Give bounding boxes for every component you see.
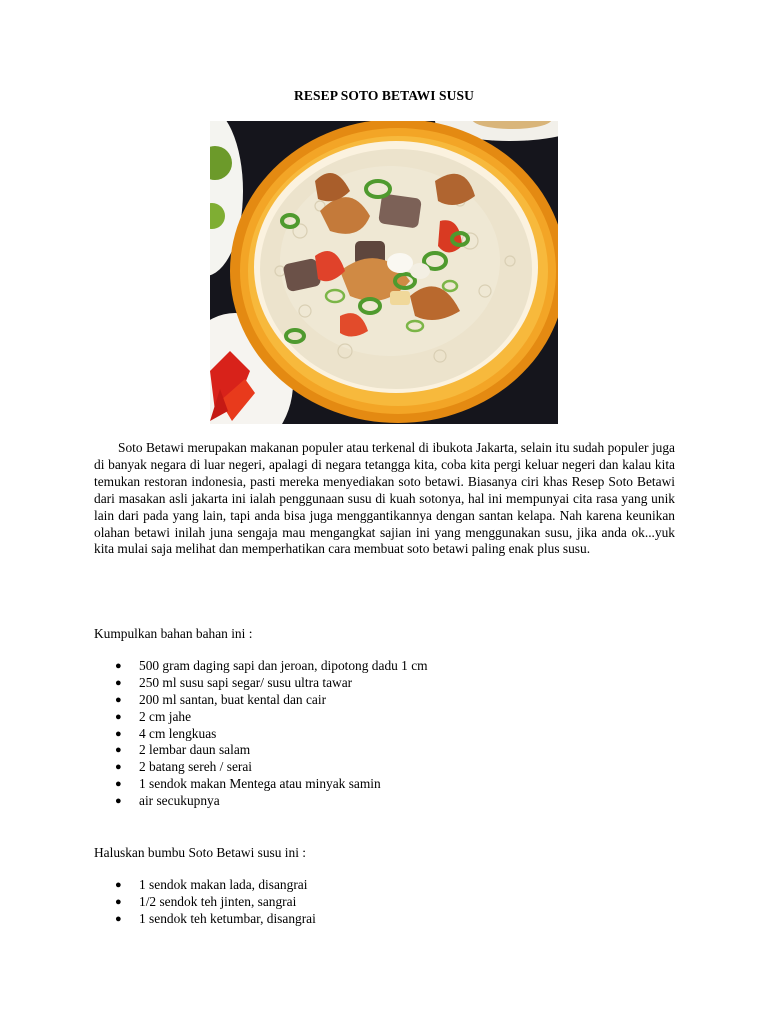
list-item: ● 2 lembar daun salam xyxy=(115,742,251,758)
list-item: ● 1 sendok makan lada, disangrai xyxy=(115,877,308,892)
bullet-icon: ● xyxy=(115,895,122,908)
list-item: ● 4 cm lengkuas xyxy=(115,725,217,741)
list-item: ● 500 gram daging sapi dan jeroan, dipotong dadu 1 cm xyxy=(115,658,428,673)
bullet-icon: ● xyxy=(115,727,122,740)
bullet-icon: ● xyxy=(115,912,122,925)
bullet-icon: ● xyxy=(115,710,122,723)
bullet-icon: ● xyxy=(115,761,122,774)
list-item: ● 1 sendok teh ketumbar, disangrai xyxy=(115,910,316,926)
intro-paragraph: Soto Betawi merupakan makanan populer atau terkenal di ibukota Jakarta, selain itu sudah populer juga di banyak negara di luar negeri, apalagi di negara tetangga kita, coba kita pergi keluar negeri dan kalau kita temukan restoran indonesia, pasti mereka menyediakan soto betawi. Biasanya ciri khas Resep Soto Betawi dari masakan asli jakarta ini ialah penggunaan susu di kuah sotonya, hal ini mempunyai cita rasa yang unik lain dari pada yang lain, tapi anda bisa juga menggantikannya dengan santan kelapa. Nah karena keunikan olahan betawi inilah juna sengaja mau mengangkat sajian ini yang menggunakan susu, jika anda ok...yuk kita mulai saja melihat dan memperhatikan cara membuat soto betawi paling enak plus susu. xyxy=(94,440,675,557)
bullet-icon: ● xyxy=(115,693,122,706)
bullet-icon: ● xyxy=(115,660,122,672)
ingredients-heading: Kumpulkan bahan bahan ini : xyxy=(94,626,253,641)
list-item: ● 200 ml santan, buat kental dan cair xyxy=(115,691,327,707)
bullet-icon: ● xyxy=(115,778,122,791)
ingredients-list xyxy=(94,658,674,810)
soto-betawi-photo xyxy=(210,121,558,424)
spices-list xyxy=(94,877,674,928)
spices-heading: Haluskan bumbu Soto Betawi susu ini : xyxy=(94,845,307,860)
list-item: ● 2 cm jahe xyxy=(115,708,192,724)
list-item: ● 1 sendok makan Mentega atau minyak samin xyxy=(115,776,381,792)
list-item: ● air secukupnya xyxy=(115,793,220,809)
bullet-icon: ● xyxy=(115,795,122,808)
list-item: ● 1/2 sendok teh jinten, sangrai xyxy=(115,893,297,909)
list-item: ● 2 batang sereh / serai xyxy=(115,759,253,775)
list-item: ● 250 ml susu sapi segar/ susu ultra tawar xyxy=(115,674,353,690)
bullet-icon: ● xyxy=(115,676,122,689)
bullet-icon: ● xyxy=(115,879,122,891)
recipe-title: RESEP SOTO BETAWI SUSU xyxy=(294,88,474,103)
bullet-icon: ● xyxy=(115,744,122,757)
